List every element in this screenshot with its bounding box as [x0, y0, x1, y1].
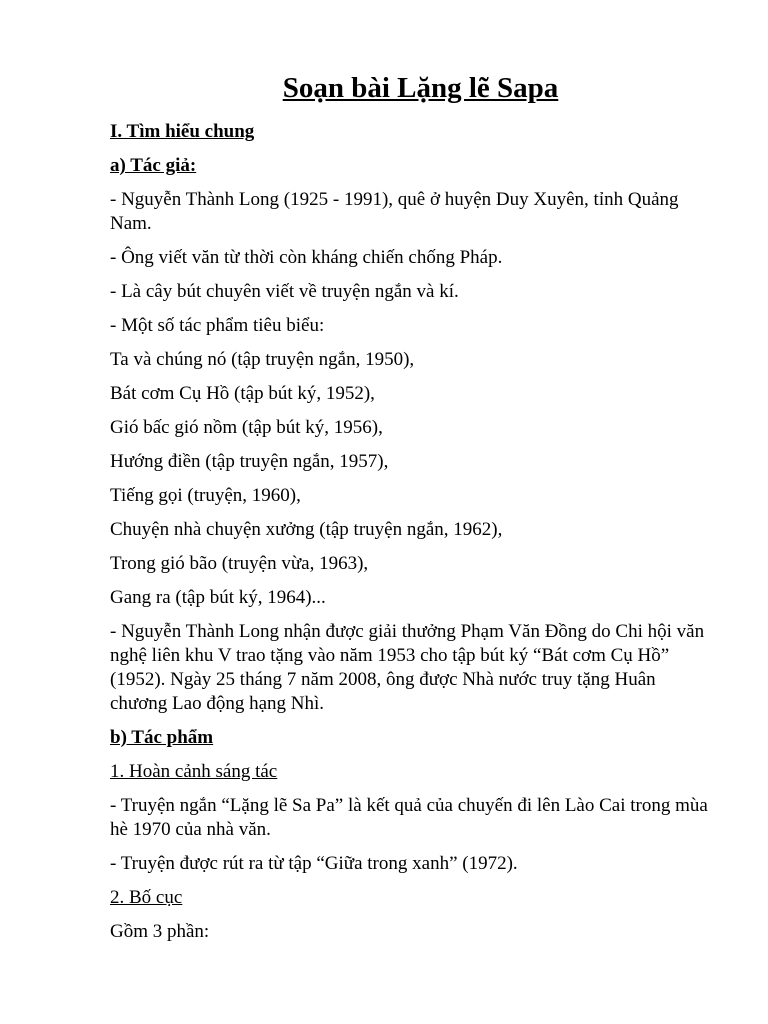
author-bio-line: - Là cây bút chuyên viết về truyện ngắn và kí. — [110, 281, 459, 302]
list-item: Bát cơm Cụ Hồ (tập bút ký, 1952), — [110, 383, 375, 404]
list-item: Gió bấc gió nồm (tập bút ký, 1956), — [110, 417, 383, 438]
list-item: Trong gió bão (truyện vừa, 1963), — [110, 553, 369, 574]
author-bio-line: - Một số tác phẩm tiêu biểu: — [110, 315, 325, 336]
layout-intro: Gồm 3 phần: — [110, 921, 210, 942]
author-bio-line: - Ông viết văn từ thời còn kháng chiến chống Pháp. — [110, 247, 503, 268]
list-item: Ta và chúng nó (tập truyện ngắn, 1950), — [110, 349, 415, 370]
award-paragraph: - Nguyễn Thành Long nhận được giải thưởng Phạm Văn Đồng do Chi hội văn nghệ liên khu V trao tặng vào năm 1953 cho tập bút ký “Bát cơm Cụ Hồ” (1952). Ngày 25 tháng 7 năm 2008, ông được Nhà nước truy tặng Huân chương Lao động hạng Nhì. — [110, 621, 705, 714]
list-item: Chuyện nhà chuyện xưởng (tập truyện ngắn, 1962), — [110, 519, 503, 540]
work-heading: b) Tác phẩm — [110, 727, 214, 748]
context-line: - Truyện ngắn “Lặng lẽ Sa Pa” là kết quả của chuyến đi lên Lào Cai trong mùa hè 1970 của nhà văn. — [110, 795, 708, 840]
section-heading-general: I. Tìm hiểu chung — [110, 121, 255, 142]
author-heading: a) Tác giả: — [110, 155, 197, 176]
list-item: Gang ra (tập bút ký, 1964)... — [110, 587, 326, 608]
works-list — [110, 348, 708, 610]
list-item: Tiếng gọi (truyện, 1960), — [110, 485, 301, 506]
list-item: Hướng điền (tập truyện ngắn, 1957), — [110, 451, 389, 472]
document-title: Soạn bài Lặng lẽ Sapa — [282, 72, 559, 104]
author-bio-line: - Nguyễn Thành Long (1925 - 1991), quê ở huyện Duy Xuyên, tỉnh Quảng Nam. — [110, 189, 679, 234]
layout-heading: 2. Bố cục — [110, 887, 183, 908]
context-heading: 1. Hoàn cảnh sáng tác — [110, 761, 278, 782]
context-line: - Truyện được rút ra từ tập “Giữa trong xanh” (1972). — [110, 853, 518, 874]
